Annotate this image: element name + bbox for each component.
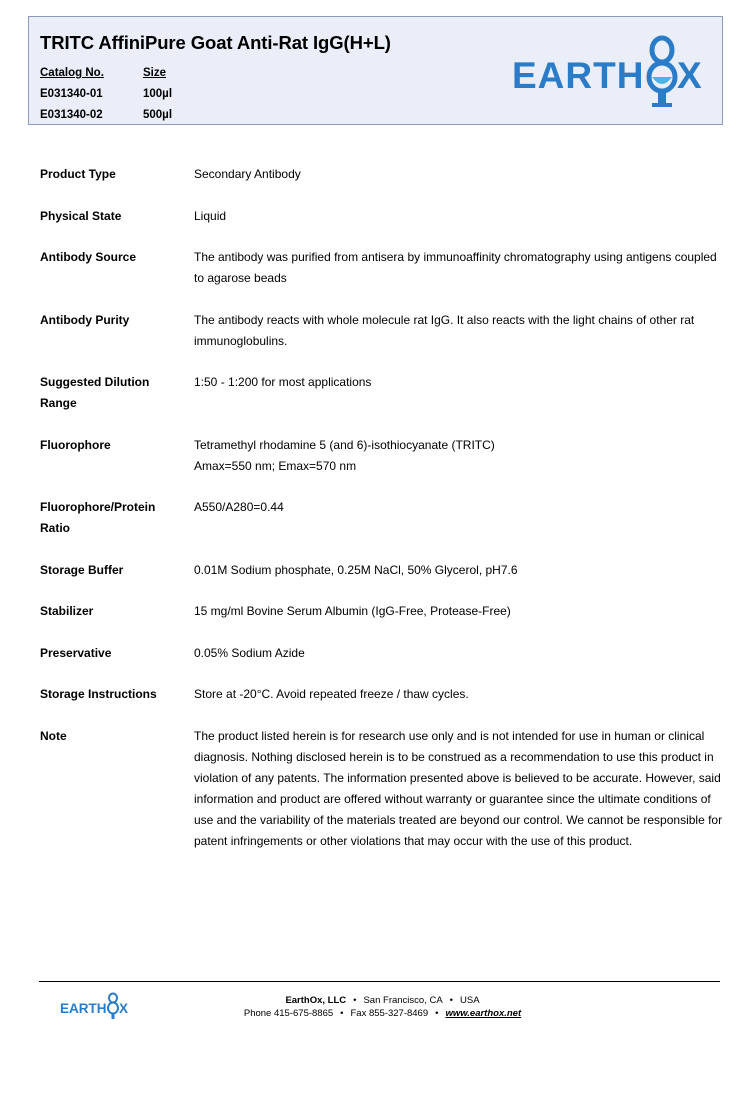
spec-value-line2: Amax=550 nm; Emax=570 nm [194, 459, 357, 473]
spec-value: 1:50 - 1:200 for most applications [194, 375, 372, 389]
logo-text-left: EARTH [512, 55, 645, 96]
spec-label: Suggested Dilution Range [40, 375, 150, 410]
spec-row-antibody-source [40, 247, 730, 310]
phone-number: Phone 415-675-8865 [243, 1008, 334, 1019]
spec-label: Fluorophore [40, 438, 111, 452]
fax-number: Fax 855-327-8469 [350, 1008, 429, 1019]
spec-row-fluorophore [40, 435, 730, 497]
spec-label: Note [40, 729, 67, 743]
spec-row-storage-buffer [40, 560, 730, 601]
spec-row-dilution [40, 372, 730, 435]
footer-logo-text-left: EARTH [60, 1001, 107, 1016]
footer-bullet: • [435, 1008, 439, 1019]
spec-value: Secondary Antibody [194, 167, 301, 181]
spec-value: Tetramethyl rhodamine 5 (and 6)-isothiocyanate (TRITC) [194, 438, 495, 452]
footer-beaker-icon [108, 994, 118, 1014]
spec-list [40, 164, 730, 852]
spec-value: Store at -20°C. Avoid repeated freeze / thaw cycles. [194, 687, 469, 701]
catalog-header: Catalog No. [40, 67, 104, 79]
spec-row-stabilizer [40, 601, 730, 643]
footer-bullet: • [340, 1008, 344, 1019]
footer-logo-text-right: X [119, 1001, 129, 1016]
spec-label: Storage Buffer [40, 563, 124, 577]
spec-row-physical-state [40, 206, 730, 247]
footer-bullet: • [449, 995, 453, 1006]
spec-value: 0.01M Sodium phosphate, 0.25M NaCl, 50% Glycerol, pH7.6 [194, 563, 518, 577]
footer-contact [215, 994, 550, 1020]
spec-value: The antibody was purified from antisera by immunoaffinity chromatography using antigens coupled to agarose beads [194, 250, 717, 285]
company-city: San Francisco, CA [363, 995, 443, 1006]
spec-row-preservative [40, 643, 730, 684]
catalog-number: E031340-01 [40, 88, 103, 100]
footer-logo [60, 987, 130, 1021]
spec-value: A550/A280=0.44 [194, 500, 284, 514]
spec-row-note [40, 726, 730, 852]
spec-row-product-type [40, 164, 730, 206]
footer-line-2 [215, 1007, 550, 1020]
spec-label: Antibody Purity [40, 313, 130, 327]
earthox-logo [512, 25, 712, 109]
catalog-number: E031340-02 [40, 109, 103, 121]
spec-value: Liquid [194, 209, 227, 223]
spec-value: 15 mg/ml Bovine Serum Albumin (IgG-Free, Protease-Free) [194, 604, 511, 618]
spec-label: Preservative [40, 646, 112, 660]
spec-label: Fluorophore/Protein Ratio [40, 500, 156, 535]
catalog-size: 500µl [143, 109, 173, 121]
product-title: TRITC AffiniPure Goat Anti-Rat IgG(H+L) [40, 32, 391, 53]
company-country: USA [460, 995, 480, 1006]
spec-value: 0.05% Sodium Azide [194, 646, 305, 660]
spec-row-antibody-purity [40, 310, 730, 372]
spec-label: Storage Instructions [40, 687, 157, 701]
spec-value: The product listed herein is for research use only and is not intended for use in human or clinical diagnosis. Nothing disclosed herein is to be construed as a recommendation to use this product in violation of any patents. The information presented above is believed to be accurate. However, said information and product are offered without warranty or guarantee since the ultimate conditions of use and the variability of the materials treated are beyond our control. We cannot be responsible for patent infringements or other violations that may occur with the use of this product. [194, 729, 723, 848]
spec-label: Product Type [40, 167, 116, 181]
header-box [28, 16, 723, 125]
spec-label: Physical State [40, 209, 122, 223]
company-name: EarthOx, LLC [285, 995, 347, 1006]
spec-row-storage-instructions [40, 684, 730, 726]
catalog-size: 100µl [143, 88, 173, 100]
footer-line-1 [215, 994, 550, 1007]
website-link[interactable]: www.earthox.net [445, 1008, 522, 1019]
spec-row-fp-ratio [40, 497, 730, 560]
footer-divider [39, 981, 720, 982]
spec-label: Stabilizer [40, 604, 94, 618]
size-header: Size [143, 67, 167, 79]
footer-bullet: • [353, 995, 357, 1006]
spec-label: Antibody Source [40, 250, 137, 264]
spec-value: The antibody reacts with whole molecule rat IgG. It also reacts with the light chains of other rat immunoglobulins. [194, 313, 695, 348]
logo-text-right: X [677, 55, 702, 96]
